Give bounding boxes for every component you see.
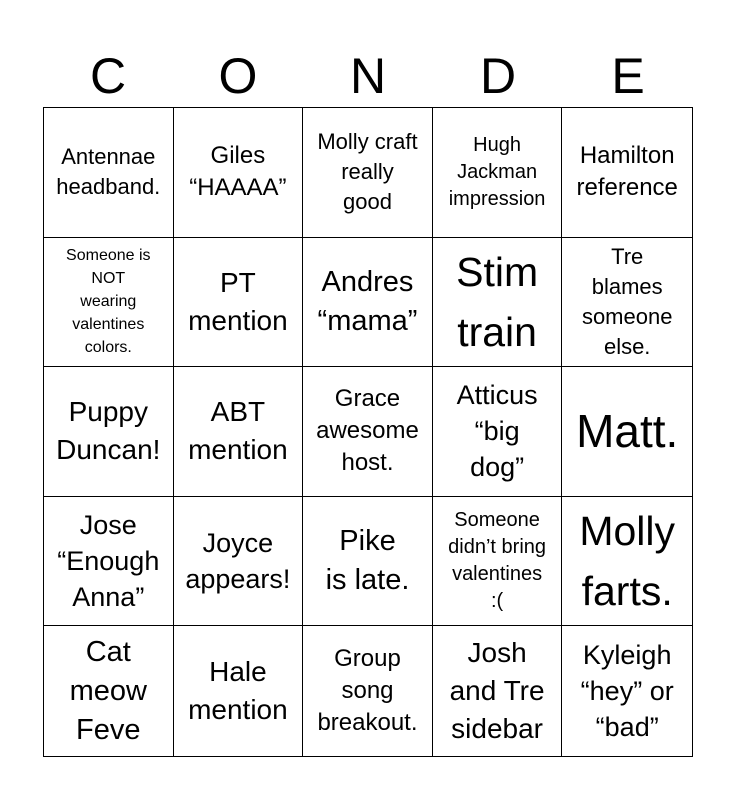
cell-text: Kyleigh “hey” or “bad” [580, 640, 674, 743]
bingo-cell[interactable] [174, 626, 304, 756]
bingo-cell[interactable] [44, 626, 174, 756]
bingo-cell[interactable] [303, 238, 433, 368]
bingo-cell[interactable] [562, 108, 692, 238]
header-letter-c: C [89, 48, 127, 104]
bingo-cell[interactable] [433, 238, 563, 368]
cell-text: Tre blames someone else. [581, 243, 673, 359]
cell-text: Grace awesome host. [316, 385, 419, 477]
bingo-board [43, 107, 693, 757]
bingo-cell[interactable] [174, 367, 304, 497]
cell-text: Atticus “big dog” [456, 380, 538, 483]
bingo-cell[interactable] [174, 108, 304, 238]
cell-text: Hamilton reference [576, 142, 678, 202]
cell-text: PT mention [188, 266, 288, 336]
bingo-cell[interactable] [562, 238, 692, 368]
header-letter-o: O [218, 48, 258, 104]
cell-text: Hugh Jackman impression [448, 133, 546, 210]
cell-text: Giles “HAAAA” [189, 142, 287, 202]
bingo-cell[interactable] [303, 497, 433, 627]
bingo-cell[interactable] [562, 626, 692, 756]
cell-text: ABT mention [188, 396, 288, 466]
bingo-header [43, 46, 693, 106]
bingo-cell[interactable] [433, 367, 563, 497]
bingo-cell[interactable] [562, 497, 692, 627]
bingo-cell[interactable] [433, 497, 563, 627]
header-letter-n: N [349, 48, 387, 104]
bingo-cell[interactable] [174, 238, 304, 368]
cell-text: Andres “mama” [317, 265, 418, 337]
bingo-cell[interactable] [44, 497, 174, 627]
cell-text: Someone is NOT wearing valentines colors. [66, 247, 151, 357]
bingo-cell[interactable] [44, 367, 174, 497]
cell-text: Cat meow Feve [69, 635, 147, 746]
header-letter-d: D [479, 48, 517, 104]
cell-text: Stim train [456, 248, 539, 355]
bingo-cell[interactable] [303, 108, 433, 238]
cell-text: Antennae headband. [56, 144, 161, 200]
cell-text: Someone didn’t bring valentines :( [448, 509, 547, 613]
header-letter-e: E [611, 48, 645, 104]
bingo-cell[interactable] [303, 367, 433, 497]
cell-text: Joyce appears! [185, 528, 291, 595]
cell-text: Pike is late. [325, 525, 410, 597]
cell-text: Jose “Enough Anna” [57, 510, 160, 613]
bingo-cell[interactable] [303, 626, 433, 756]
bingo-cell[interactable] [44, 238, 174, 368]
cell-text: Matt. [576, 405, 679, 458]
bingo-cell[interactable] [433, 108, 563, 238]
cell-text: Puppy Duncan! [56, 396, 161, 466]
bingo-cell[interactable] [562, 367, 692, 497]
bingo-cell[interactable] [174, 497, 304, 627]
cell-text: Hale mention [188, 656, 288, 726]
cell-text: Molly farts. [579, 508, 676, 615]
bingo-cell[interactable] [433, 626, 563, 756]
cell-text: Molly craft really good [317, 129, 418, 215]
bingo-cell[interactable] [44, 108, 174, 238]
cell-text: Josh and Tre sidebar [449, 637, 545, 745]
cell-text: Group song breakout. [317, 645, 418, 737]
